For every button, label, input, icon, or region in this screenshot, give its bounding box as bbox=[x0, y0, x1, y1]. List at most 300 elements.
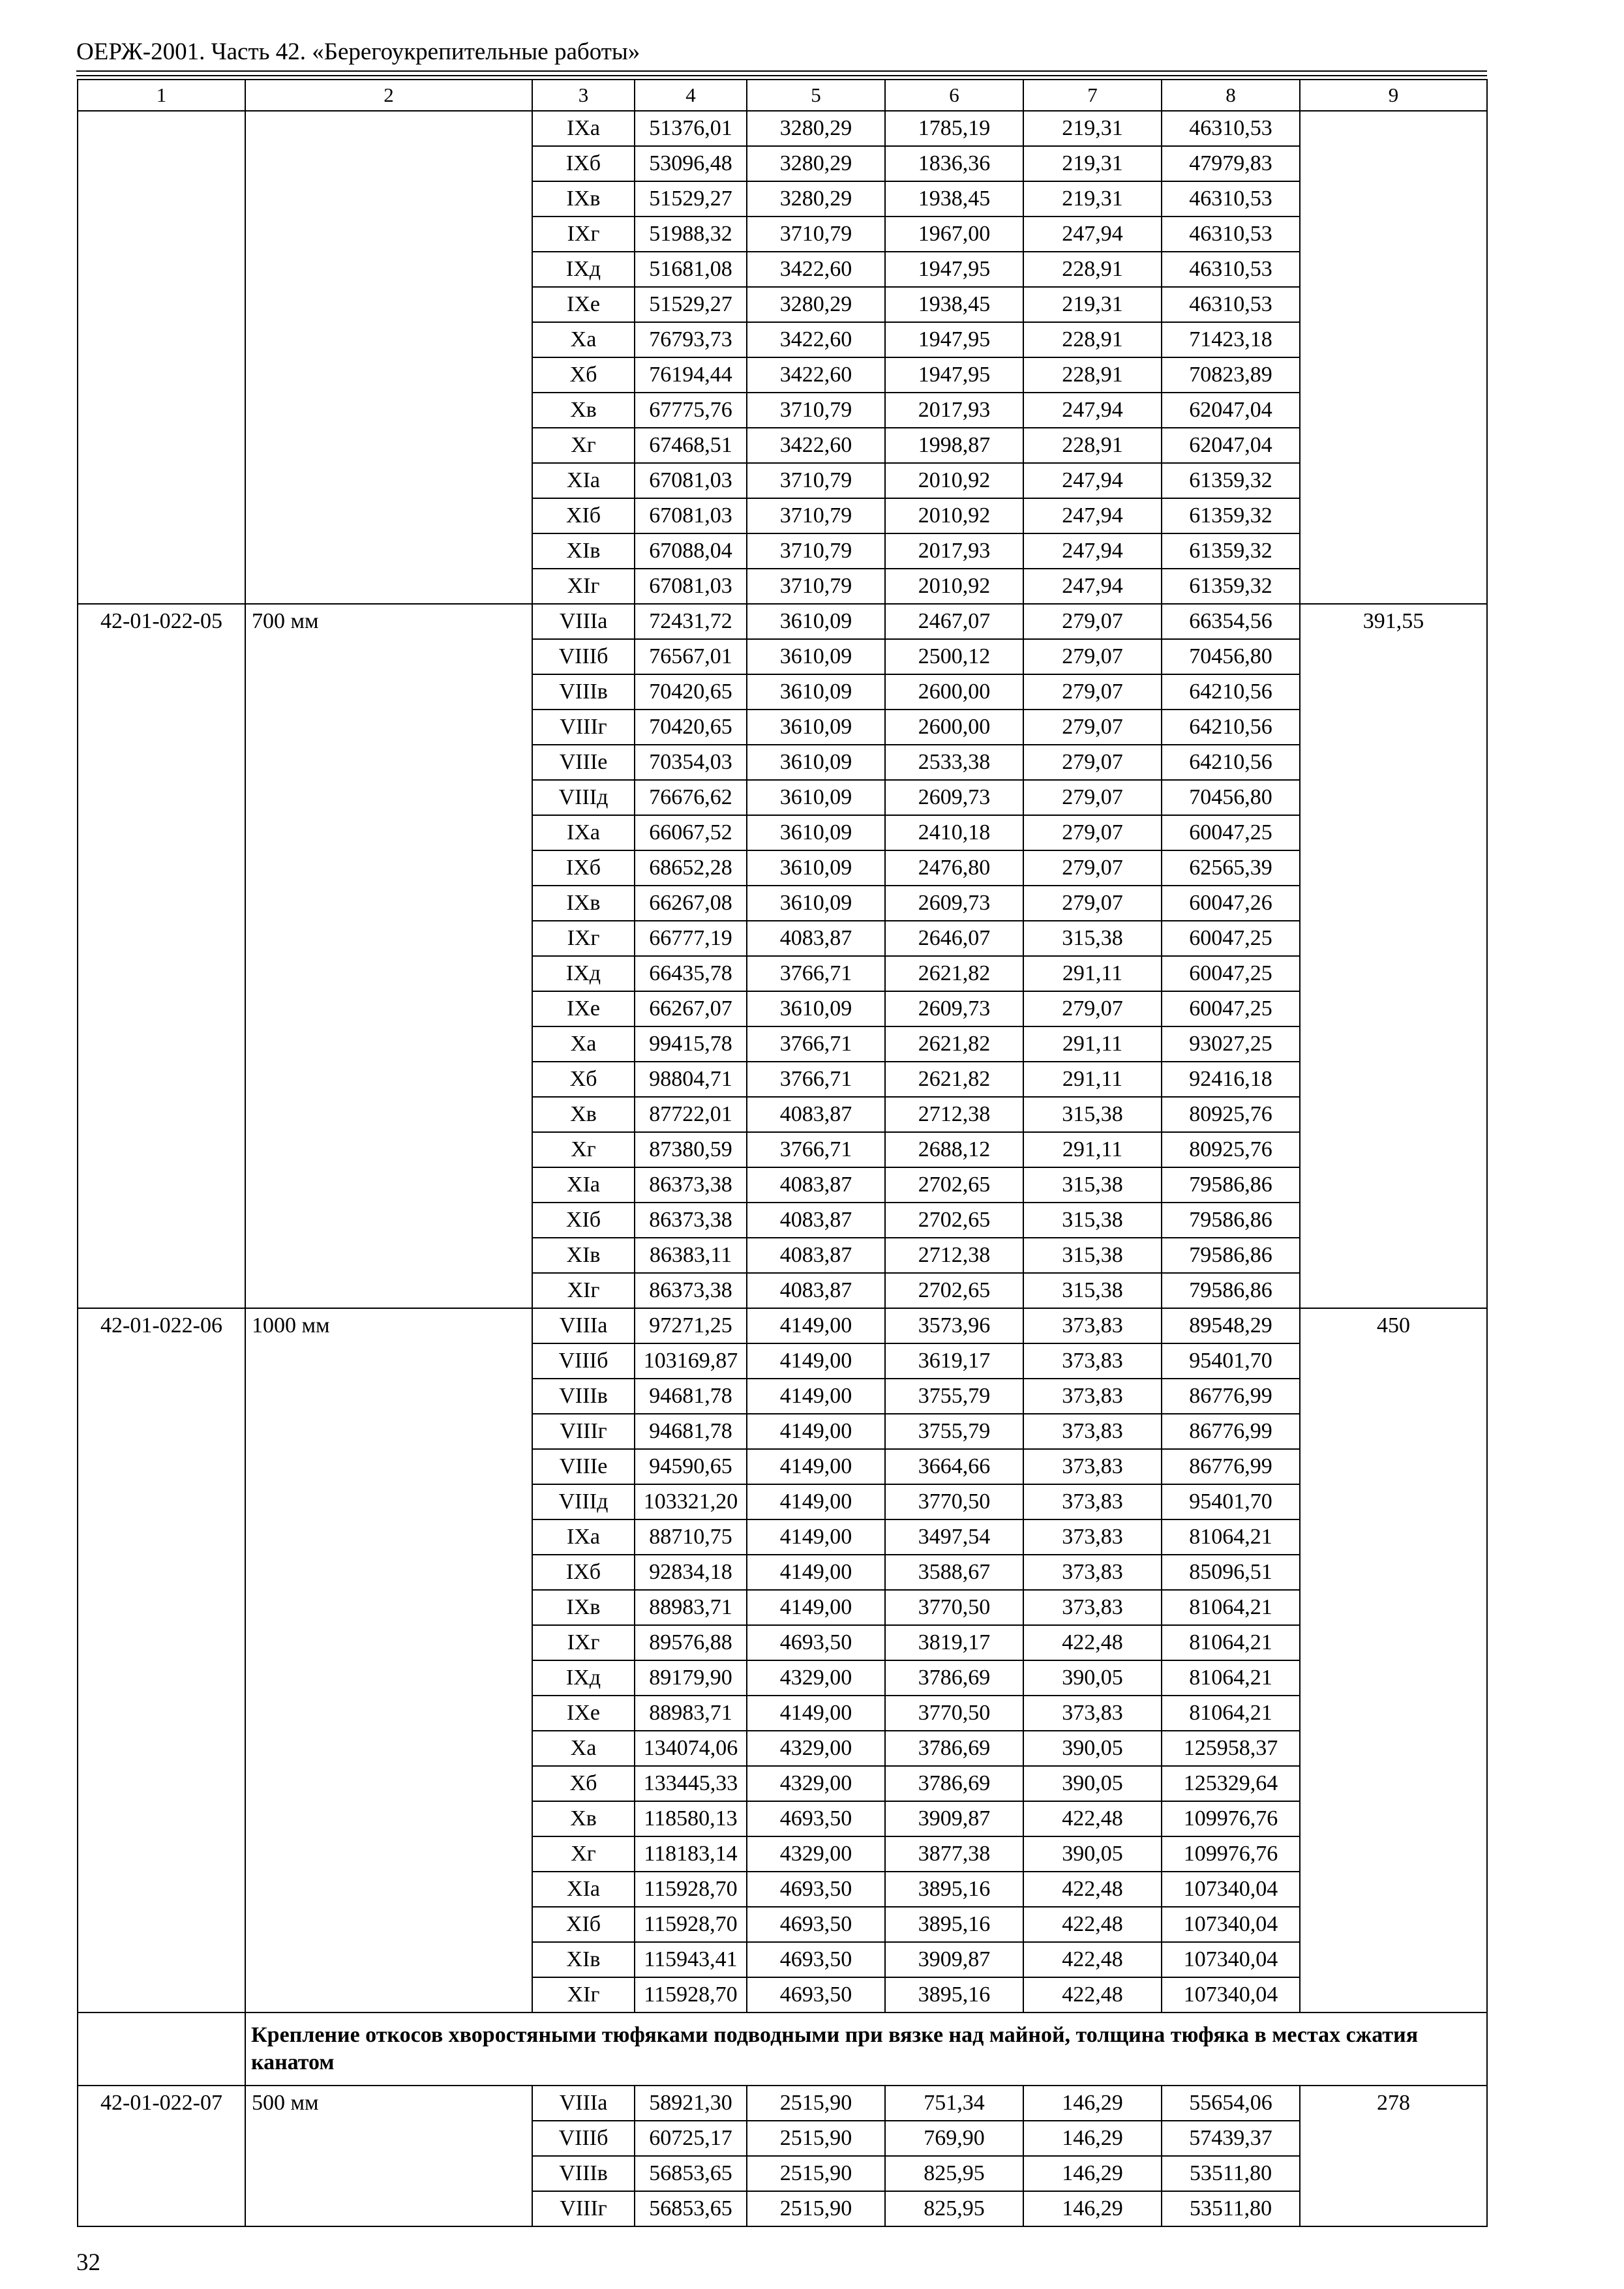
wages-cell: 4149,00 bbox=[747, 1343, 885, 1379]
class-cell: IXе bbox=[532, 1696, 635, 1731]
wages-cell: 4083,87 bbox=[747, 1273, 885, 1308]
machinist-wages-cell: 422,48 bbox=[1023, 1625, 1162, 1660]
machinist-wages-cell: 146,29 bbox=[1023, 2121, 1162, 2156]
wages-cell: 3610,09 bbox=[747, 674, 885, 710]
machinist-wages-cell: 247,94 bbox=[1023, 463, 1162, 498]
machinist-wages-cell: 315,38 bbox=[1023, 1203, 1162, 1238]
total-cost-cell: 88983,71 bbox=[635, 1696, 747, 1731]
materials-cell: 93027,25 bbox=[1162, 1026, 1300, 1062]
class-cell: VIIIе bbox=[532, 745, 635, 780]
wages-cell: 4083,87 bbox=[747, 1238, 885, 1273]
total-cost-cell: 99415,78 bbox=[635, 1026, 747, 1062]
machines-cell: 825,95 bbox=[885, 2156, 1023, 2191]
wages-cell: 3766,71 bbox=[747, 1062, 885, 1097]
machinist-wages-cell: 373,83 bbox=[1023, 1696, 1162, 1731]
total-cost-cell: 67081,03 bbox=[635, 569, 747, 604]
total-cost-cell: 67081,03 bbox=[635, 498, 747, 533]
machines-cell: 3909,87 bbox=[885, 1942, 1023, 1977]
class-cell: VIIIв bbox=[532, 1379, 635, 1414]
machines-cell: 2017,93 bbox=[885, 393, 1023, 428]
wages-cell: 4149,00 bbox=[747, 1379, 885, 1414]
class-cell: Xб bbox=[532, 1062, 635, 1097]
machines-cell: 3786,69 bbox=[885, 1731, 1023, 1766]
class-cell: IXб bbox=[532, 850, 635, 886]
class-cell: IXа bbox=[532, 111, 635, 146]
materials-cell: 107340,04 bbox=[1162, 1977, 1300, 2012]
total-cost-cell: 67081,03 bbox=[635, 463, 747, 498]
materials-cell: 64210,56 bbox=[1162, 745, 1300, 780]
header-rule-bottom bbox=[76, 75, 1487, 76]
materials-cell: 60047,25 bbox=[1162, 921, 1300, 956]
class-cell: XIг bbox=[532, 1977, 635, 2012]
total-cost-cell: 66267,07 bbox=[635, 991, 747, 1026]
wages-cell: 3280,29 bbox=[747, 111, 885, 146]
materials-cell: 80925,76 bbox=[1162, 1132, 1300, 1167]
machinist-wages-cell: 315,38 bbox=[1023, 921, 1162, 956]
class-cell: VIIIд bbox=[532, 780, 635, 815]
wages-cell: 4149,00 bbox=[747, 1519, 885, 1555]
machines-cell: 2600,00 bbox=[885, 710, 1023, 745]
machinist-wages-cell: 279,07 bbox=[1023, 886, 1162, 921]
class-cell: IXе bbox=[532, 287, 635, 322]
table-row bbox=[78, 604, 1487, 639]
class-cell: XIб bbox=[532, 1203, 635, 1238]
machinist-wages-cell: 279,07 bbox=[1023, 639, 1162, 674]
machines-cell: 2702,65 bbox=[885, 1203, 1023, 1238]
wages-cell: 4693,50 bbox=[747, 1907, 885, 1942]
total-cost-cell: 115928,70 bbox=[635, 1977, 747, 2012]
total-cost-cell: 76676,62 bbox=[635, 780, 747, 815]
machines-cell: 2010,92 bbox=[885, 463, 1023, 498]
total-cost-cell: 115943,41 bbox=[635, 1942, 747, 1977]
machines-cell: 1947,95 bbox=[885, 322, 1023, 357]
wages-cell: 4083,87 bbox=[747, 1167, 885, 1203]
rate-name-cell: 500 мм bbox=[245, 2086, 532, 2226]
column-number-row bbox=[78, 80, 1487, 111]
machinist-wages-cell: 390,05 bbox=[1023, 1836, 1162, 1872]
machines-cell: 1947,95 bbox=[885, 357, 1023, 393]
materials-cell: 61359,32 bbox=[1162, 463, 1300, 498]
materials-cell: 109976,76 bbox=[1162, 1801, 1300, 1836]
materials-cell: 80925,76 bbox=[1162, 1097, 1300, 1132]
materials-cell: 60047,26 bbox=[1162, 886, 1300, 921]
wages-cell: 4149,00 bbox=[747, 1308, 885, 1343]
section-title-row bbox=[78, 2012, 1487, 2086]
wages-cell: 4329,00 bbox=[747, 1660, 885, 1696]
machines-cell: 3755,79 bbox=[885, 1414, 1023, 1449]
total-cost-cell: 134074,06 bbox=[635, 1731, 747, 1766]
total-cost-cell: 70420,65 bbox=[635, 674, 747, 710]
machinist-wages-cell: 373,83 bbox=[1023, 1343, 1162, 1379]
machinist-wages-cell: 390,05 bbox=[1023, 1731, 1162, 1766]
wages-cell: 3610,09 bbox=[747, 850, 885, 886]
page-header: ОЕРЖ-2001. Часть 42. «Берегоукрепительные работы» bbox=[76, 38, 640, 65]
total-cost-cell: 133445,33 bbox=[635, 1766, 747, 1801]
total-cost-cell: 87380,59 bbox=[635, 1132, 747, 1167]
wages-cell: 4083,87 bbox=[747, 921, 885, 956]
class-cell: IXе bbox=[532, 991, 635, 1026]
class-cell: VIIIг bbox=[532, 1414, 635, 1449]
machines-cell: 3786,69 bbox=[885, 1660, 1023, 1696]
class-cell: IXг bbox=[532, 921, 635, 956]
machines-cell: 3770,50 bbox=[885, 1696, 1023, 1731]
machines-cell: 3895,16 bbox=[885, 1977, 1023, 2012]
machines-cell: 3664,66 bbox=[885, 1449, 1023, 1484]
total-cost-cell: 115928,70 bbox=[635, 1872, 747, 1907]
machinist-wages-cell: 373,83 bbox=[1023, 1519, 1162, 1555]
total-cost-cell: 89179,90 bbox=[635, 1660, 747, 1696]
machinist-wages-cell: 247,94 bbox=[1023, 569, 1162, 604]
total-cost-cell: 67775,76 bbox=[635, 393, 747, 428]
wages-cell: 3422,60 bbox=[747, 252, 885, 287]
materials-cell: 53511,80 bbox=[1162, 2156, 1300, 2191]
wages-cell: 3710,79 bbox=[747, 463, 885, 498]
wages-cell: 3766,71 bbox=[747, 956, 885, 991]
machines-cell: 3619,17 bbox=[885, 1343, 1023, 1379]
total-cost-cell: 72431,72 bbox=[635, 604, 747, 639]
class-cell: VIIIа bbox=[532, 1308, 635, 1343]
materials-cell: 62047,04 bbox=[1162, 393, 1300, 428]
wages-cell: 3766,71 bbox=[747, 1026, 885, 1062]
machines-cell: 2600,00 bbox=[885, 674, 1023, 710]
class-cell: Xг bbox=[532, 1132, 635, 1167]
rates-table-body bbox=[78, 80, 1487, 2226]
machinist-wages-cell: 422,48 bbox=[1023, 1977, 1162, 2012]
machinist-wages-cell: 422,48 bbox=[1023, 1942, 1162, 1977]
machines-cell: 2017,93 bbox=[885, 533, 1023, 569]
class-cell: Xб bbox=[532, 1766, 635, 1801]
class-cell: XIг bbox=[532, 1273, 635, 1308]
materials-cell: 55654,06 bbox=[1162, 2086, 1300, 2121]
class-cell: IXб bbox=[532, 1555, 635, 1590]
wages-cell: 3422,60 bbox=[747, 428, 885, 463]
total-cost-cell: 56853,65 bbox=[635, 2156, 747, 2191]
machines-cell: 2609,73 bbox=[885, 991, 1023, 1026]
wages-cell: 2515,90 bbox=[747, 2156, 885, 2191]
wages-cell: 4149,00 bbox=[747, 1590, 885, 1625]
wages-cell: 3610,09 bbox=[747, 886, 885, 921]
machinist-wages-cell: 279,07 bbox=[1023, 850, 1162, 886]
class-cell: XIа bbox=[532, 463, 635, 498]
wages-cell: 3610,09 bbox=[747, 780, 885, 815]
machinist-wages-cell: 228,91 bbox=[1023, 357, 1162, 393]
total-cost-cell: 103321,20 bbox=[635, 1484, 747, 1519]
wages-cell: 2515,90 bbox=[747, 2191, 885, 2226]
machinist-wages-cell: 291,11 bbox=[1023, 1026, 1162, 1062]
class-cell: XIг bbox=[532, 569, 635, 604]
machinist-wages-cell: 279,07 bbox=[1023, 815, 1162, 850]
total-cost-cell: 94681,78 bbox=[635, 1414, 747, 1449]
machinist-wages-cell: 247,94 bbox=[1023, 498, 1162, 533]
materials-cell: 81064,21 bbox=[1162, 1590, 1300, 1625]
class-cell: VIIIе bbox=[532, 1449, 635, 1484]
class-cell: Xб bbox=[532, 357, 635, 393]
materials-cell: 64210,56 bbox=[1162, 710, 1300, 745]
materials-cell: 92416,18 bbox=[1162, 1062, 1300, 1097]
total-cost-cell: 98804,71 bbox=[635, 1062, 747, 1097]
machines-cell: 751,34 bbox=[885, 2086, 1023, 2121]
wages-cell: 3280,29 bbox=[747, 287, 885, 322]
materials-cell: 79586,86 bbox=[1162, 1273, 1300, 1308]
wages-cell: 2515,90 bbox=[747, 2121, 885, 2156]
machinist-wages-cell: 315,38 bbox=[1023, 1097, 1162, 1132]
wages-cell: 3710,79 bbox=[747, 217, 885, 252]
column-number: 6 bbox=[885, 80, 1023, 111]
class-cell: IXа bbox=[532, 815, 635, 850]
materials-cell: 107340,04 bbox=[1162, 1872, 1300, 1907]
machines-cell: 1938,45 bbox=[885, 287, 1023, 322]
materials-cell: 46310,53 bbox=[1162, 181, 1300, 217]
total-cost-cell: 70354,03 bbox=[635, 745, 747, 780]
materials-cell: 64210,56 bbox=[1162, 674, 1300, 710]
class-cell: VIIIв bbox=[532, 674, 635, 710]
machines-cell: 2621,82 bbox=[885, 1026, 1023, 1062]
class-cell: VIIIб bbox=[532, 2121, 635, 2156]
class-cell: XIа bbox=[532, 1872, 635, 1907]
machines-cell: 2467,07 bbox=[885, 604, 1023, 639]
column-number: 9 bbox=[1300, 80, 1487, 111]
class-cell: XIа bbox=[532, 1167, 635, 1203]
materials-cell: 60047,25 bbox=[1162, 815, 1300, 850]
total-cost-cell: 115928,70 bbox=[635, 1907, 747, 1942]
machines-cell: 1938,45 bbox=[885, 181, 1023, 217]
total-cost-cell: 86373,38 bbox=[635, 1167, 747, 1203]
machines-cell: 3895,16 bbox=[885, 1872, 1023, 1907]
materials-cell: 81064,21 bbox=[1162, 1625, 1300, 1660]
machinist-wages-cell: 247,94 bbox=[1023, 533, 1162, 569]
total-cost-cell: 89576,88 bbox=[635, 1625, 747, 1660]
machinist-wages-cell: 422,48 bbox=[1023, 1872, 1162, 1907]
machinist-wages-cell: 373,83 bbox=[1023, 1555, 1162, 1590]
machines-cell: 1785,19 bbox=[885, 111, 1023, 146]
wages-cell: 3710,79 bbox=[747, 498, 885, 533]
machinist-wages-cell: 279,07 bbox=[1023, 604, 1162, 639]
total-cost-cell: 118580,13 bbox=[635, 1801, 747, 1836]
total-cost-cell: 76793,73 bbox=[635, 322, 747, 357]
wages-cell: 3610,09 bbox=[747, 639, 885, 674]
machines-cell: 769,90 bbox=[885, 2121, 1023, 2156]
materials-cell: 70823,89 bbox=[1162, 357, 1300, 393]
total-cost-cell: 118183,14 bbox=[635, 1836, 747, 1872]
materials-cell: 79586,86 bbox=[1162, 1238, 1300, 1273]
machinist-wages-cell: 279,07 bbox=[1023, 991, 1162, 1026]
class-cell: Xг bbox=[532, 428, 635, 463]
materials-cell: 95401,70 bbox=[1162, 1484, 1300, 1519]
machinist-wages-cell: 373,83 bbox=[1023, 1449, 1162, 1484]
machines-cell: 2688,12 bbox=[885, 1132, 1023, 1167]
machines-cell: 2410,18 bbox=[885, 815, 1023, 850]
materials-cell: 61359,32 bbox=[1162, 569, 1300, 604]
rate-name-cell: 700 мм bbox=[245, 604, 532, 1308]
total-cost-cell: 76567,01 bbox=[635, 639, 747, 674]
class-cell: XIв bbox=[532, 1238, 635, 1273]
section-title: Крепление откосов хворостяными тюфяками подводными при вязке над майной, толщина тюфяка в местах сжатия канатом bbox=[245, 2012, 1487, 2086]
rate-code-cell: 42-01-022-05 bbox=[78, 604, 245, 1308]
machines-cell: 1967,00 bbox=[885, 217, 1023, 252]
materials-cell: 57439,37 bbox=[1162, 2121, 1300, 2156]
class-cell: XIв bbox=[532, 1942, 635, 1977]
class-cell: IXв bbox=[532, 181, 635, 217]
machinist-wages-cell: 146,29 bbox=[1023, 2191, 1162, 2226]
class-cell: VIIIг bbox=[532, 2191, 635, 2226]
machinist-wages-cell: 291,11 bbox=[1023, 956, 1162, 991]
column-number: 3 bbox=[532, 80, 635, 111]
materials-cell: 70456,80 bbox=[1162, 780, 1300, 815]
machinist-wages-cell: 279,07 bbox=[1023, 710, 1162, 745]
class-cell: Xг bbox=[532, 1836, 635, 1872]
wages-cell: 3280,29 bbox=[747, 181, 885, 217]
machinist-wages-cell: 279,07 bbox=[1023, 745, 1162, 780]
materials-cell: 109976,76 bbox=[1162, 1836, 1300, 1872]
wages-cell: 3422,60 bbox=[747, 322, 885, 357]
table-row bbox=[78, 111, 1487, 146]
materials-cell: 46310,53 bbox=[1162, 287, 1300, 322]
machinist-wages-cell: 373,83 bbox=[1023, 1590, 1162, 1625]
section-code-cell bbox=[78, 2012, 245, 2086]
machines-cell: 3895,16 bbox=[885, 1907, 1023, 1942]
materials-cell: 86776,99 bbox=[1162, 1379, 1300, 1414]
wages-cell: 3766,71 bbox=[747, 1132, 885, 1167]
machinist-wages-cell: 228,91 bbox=[1023, 252, 1162, 287]
wages-cell: 4149,00 bbox=[747, 1414, 885, 1449]
machines-cell: 2702,65 bbox=[885, 1167, 1023, 1203]
total-cost-cell: 86373,38 bbox=[635, 1273, 747, 1308]
column-9-cell: 450 bbox=[1300, 1308, 1487, 2012]
total-cost-cell: 88710,75 bbox=[635, 1519, 747, 1555]
column-number: 8 bbox=[1162, 80, 1300, 111]
machinist-wages-cell: 373,83 bbox=[1023, 1484, 1162, 1519]
machinist-wages-cell: 373,83 bbox=[1023, 1379, 1162, 1414]
machines-cell: 2712,38 bbox=[885, 1238, 1023, 1273]
machinist-wages-cell: 146,29 bbox=[1023, 2156, 1162, 2191]
machinist-wages-cell: 390,05 bbox=[1023, 1660, 1162, 1696]
column-number: 4 bbox=[635, 80, 747, 111]
column-9-cell bbox=[1300, 111, 1487, 604]
total-cost-cell: 60725,17 bbox=[635, 2121, 747, 2156]
machinist-wages-cell: 279,07 bbox=[1023, 674, 1162, 710]
class-cell: Xв bbox=[532, 1097, 635, 1132]
machines-cell: 2010,92 bbox=[885, 498, 1023, 533]
machines-cell: 3497,54 bbox=[885, 1519, 1023, 1555]
wages-cell: 4693,50 bbox=[747, 1977, 885, 2012]
machinist-wages-cell: 247,94 bbox=[1023, 393, 1162, 428]
total-cost-cell: 51529,27 bbox=[635, 181, 747, 217]
machines-cell: 3877,38 bbox=[885, 1836, 1023, 1872]
machinist-wages-cell: 390,05 bbox=[1023, 1766, 1162, 1801]
machines-cell: 2010,92 bbox=[885, 569, 1023, 604]
total-cost-cell: 97271,25 bbox=[635, 1308, 747, 1343]
wages-cell: 3610,09 bbox=[747, 710, 885, 745]
wages-cell: 2515,90 bbox=[747, 2086, 885, 2121]
machinist-wages-cell: 247,94 bbox=[1023, 217, 1162, 252]
total-cost-cell: 88983,71 bbox=[635, 1590, 747, 1625]
wages-cell: 3610,09 bbox=[747, 745, 885, 780]
machines-cell: 3786,69 bbox=[885, 1766, 1023, 1801]
class-cell: VIIIб bbox=[532, 1343, 635, 1379]
machines-cell: 3909,87 bbox=[885, 1801, 1023, 1836]
wages-cell: 4693,50 bbox=[747, 1625, 885, 1660]
wages-cell: 3610,09 bbox=[747, 815, 885, 850]
total-cost-cell: 51529,27 bbox=[635, 287, 747, 322]
wages-cell: 4329,00 bbox=[747, 1836, 885, 1872]
wages-cell: 3610,09 bbox=[747, 604, 885, 639]
machines-cell: 1947,95 bbox=[885, 252, 1023, 287]
total-cost-cell: 51681,08 bbox=[635, 252, 747, 287]
class-cell: Xв bbox=[532, 393, 635, 428]
total-cost-cell: 58921,30 bbox=[635, 2086, 747, 2121]
materials-cell: 60047,25 bbox=[1162, 991, 1300, 1026]
column-9-cell: 278 bbox=[1300, 2086, 1487, 2226]
wages-cell: 4083,87 bbox=[747, 1203, 885, 1238]
machinist-wages-cell: 291,11 bbox=[1023, 1132, 1162, 1167]
class-cell: XIв bbox=[532, 533, 635, 569]
total-cost-cell: 67468,51 bbox=[635, 428, 747, 463]
total-cost-cell: 76194,44 bbox=[635, 357, 747, 393]
machinist-wages-cell: 146,29 bbox=[1023, 2086, 1162, 2121]
machines-cell: 3819,17 bbox=[885, 1625, 1023, 1660]
machines-cell: 1836,36 bbox=[885, 146, 1023, 181]
class-cell: VIIIд bbox=[532, 1484, 635, 1519]
column-number: 1 bbox=[78, 80, 245, 111]
machinist-wages-cell: 291,11 bbox=[1023, 1062, 1162, 1097]
column-number: 2 bbox=[245, 80, 532, 111]
materials-cell: 62565,39 bbox=[1162, 850, 1300, 886]
machines-cell: 2702,65 bbox=[885, 1273, 1023, 1308]
materials-cell: 66354,56 bbox=[1162, 604, 1300, 639]
total-cost-cell: 94681,78 bbox=[635, 1379, 747, 1414]
materials-cell: 81064,21 bbox=[1162, 1696, 1300, 1731]
total-cost-cell: 56853,65 bbox=[635, 2191, 747, 2226]
total-cost-cell: 87722,01 bbox=[635, 1097, 747, 1132]
total-cost-cell: 66777,19 bbox=[635, 921, 747, 956]
class-cell: XIб bbox=[532, 1907, 635, 1942]
total-cost-cell: 51376,01 bbox=[635, 111, 747, 146]
materials-cell: 125958,37 bbox=[1162, 1731, 1300, 1766]
class-cell: VIIIб bbox=[532, 639, 635, 674]
wages-cell: 4149,00 bbox=[747, 1696, 885, 1731]
class-cell: VIIIв bbox=[532, 2156, 635, 2191]
wages-cell: 4149,00 bbox=[747, 1449, 885, 1484]
machinist-wages-cell: 228,91 bbox=[1023, 322, 1162, 357]
total-cost-cell: 66435,78 bbox=[635, 956, 747, 991]
total-cost-cell: 53096,48 bbox=[635, 146, 747, 181]
machines-cell: 3755,79 bbox=[885, 1379, 1023, 1414]
wages-cell: 4693,50 bbox=[747, 1872, 885, 1907]
materials-cell: 95401,70 bbox=[1162, 1343, 1300, 1379]
machines-cell: 3770,50 bbox=[885, 1484, 1023, 1519]
machinist-wages-cell: 422,48 bbox=[1023, 1907, 1162, 1942]
materials-cell: 81064,21 bbox=[1162, 1519, 1300, 1555]
class-cell: IXд bbox=[532, 1660, 635, 1696]
machinist-wages-cell: 373,83 bbox=[1023, 1414, 1162, 1449]
materials-cell: 81064,21 bbox=[1162, 1660, 1300, 1696]
machinist-wages-cell: 315,38 bbox=[1023, 1167, 1162, 1203]
table-row bbox=[78, 1308, 1487, 1343]
machinist-wages-cell: 219,31 bbox=[1023, 287, 1162, 322]
column-9-cell: 391,55 bbox=[1300, 604, 1487, 1308]
total-cost-cell: 66267,08 bbox=[635, 886, 747, 921]
materials-cell: 79586,86 bbox=[1162, 1167, 1300, 1203]
total-cost-cell: 86383,11 bbox=[635, 1238, 747, 1273]
materials-cell: 60047,25 bbox=[1162, 956, 1300, 991]
machines-cell: 3588,67 bbox=[885, 1555, 1023, 1590]
wages-cell: 3610,09 bbox=[747, 991, 885, 1026]
materials-cell: 61359,32 bbox=[1162, 498, 1300, 533]
machines-cell: 2609,73 bbox=[885, 886, 1023, 921]
total-cost-cell: 94590,65 bbox=[635, 1449, 747, 1484]
materials-cell: 79586,86 bbox=[1162, 1203, 1300, 1238]
total-cost-cell: 68652,28 bbox=[635, 850, 747, 886]
